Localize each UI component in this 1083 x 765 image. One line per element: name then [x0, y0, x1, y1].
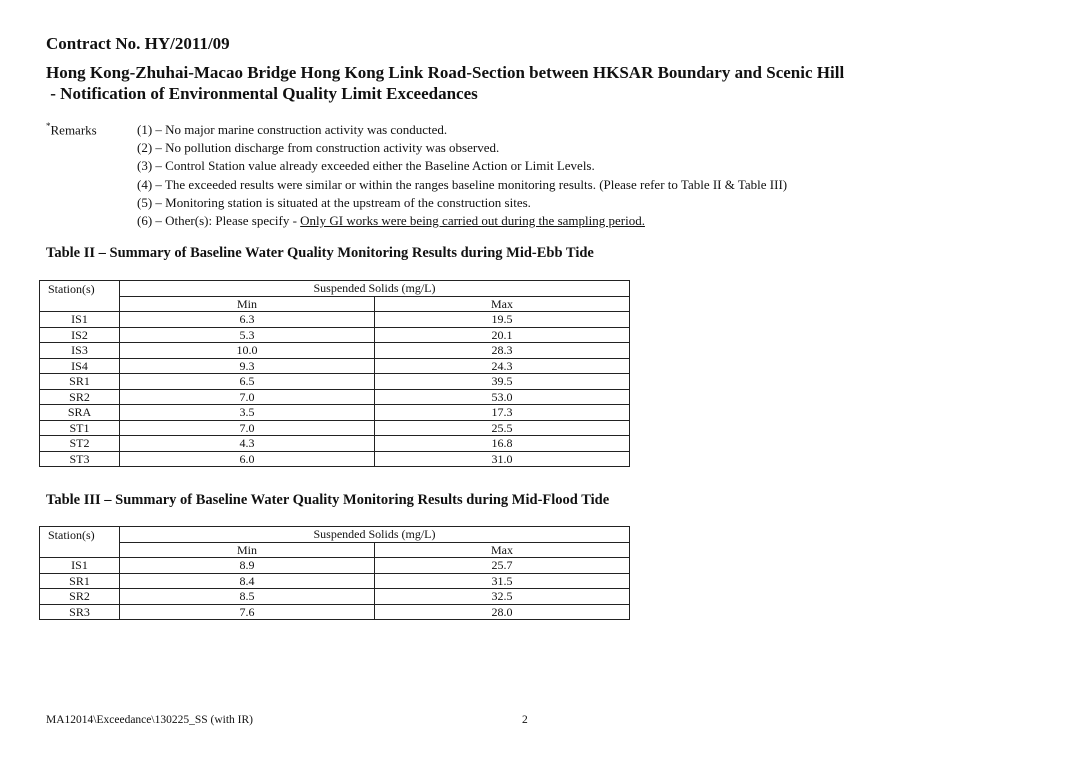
min-cell: 5.3 [120, 327, 375, 343]
max-cell: 16.8 [375, 436, 630, 452]
min-cell: 10.0 [120, 343, 375, 359]
table-row [40, 405, 630, 421]
min-cell: 8.9 [120, 558, 375, 574]
max-cell: 25.5 [375, 420, 630, 436]
column-header-station: Station(s) [40, 527, 120, 543]
table-subheader-row [40, 542, 630, 558]
table-header-row [40, 281, 630, 297]
min-cell: 6.3 [120, 312, 375, 328]
table-row [40, 589, 630, 605]
station-cell: ST3 [40, 451, 120, 467]
station-cell: SR3 [40, 604, 120, 620]
table-row [40, 604, 630, 620]
table-row [40, 389, 630, 405]
station-cell: IS1 [40, 558, 120, 574]
min-cell: 6.0 [120, 451, 375, 467]
table-row [40, 327, 630, 343]
remarks-list [137, 121, 787, 230]
table-row [40, 451, 630, 467]
column-header-max: Max [375, 542, 630, 558]
max-cell: 31.5 [375, 573, 630, 589]
min-cell: 8.5 [120, 589, 375, 605]
column-header-min: Min [120, 542, 375, 558]
table-row [40, 436, 630, 452]
remark-item: (1) – No major marine construction activity was conducted. [137, 122, 448, 137]
footer-file-path: MA12014\Exceedance\130225_SS (with IR) [46, 714, 253, 726]
remark-item: (6) – Other(s): Please specify - Only GI works were being carried out during the sampling period. [137, 213, 645, 229]
table3 [39, 526, 630, 620]
max-cell: 53.0 [375, 389, 630, 405]
max-cell: 28.0 [375, 604, 630, 620]
table-header-row [40, 527, 630, 543]
remarks-label: *Remarks [46, 121, 97, 138]
table-row [40, 573, 630, 589]
station-cell: IS1 [40, 312, 120, 328]
remark-item: (3) – Control Station value already exceeded either the Baseline Action or Limit Levels. [137, 158, 595, 174]
remark-specified-text: Only GI works were being carried out during the sampling period. [300, 213, 645, 229]
max-cell: 17.3 [375, 405, 630, 421]
max-cell: 32.5 [375, 589, 630, 605]
min-cell: 6.5 [120, 374, 375, 390]
remark-item: (4) – The exceeded results were similar or within the ranges baseline monitoring results. (Please refer to Table II & Table III) [137, 176, 788, 192]
page-number: 2 [522, 714, 528, 726]
station-cell: SR1 [40, 573, 120, 589]
max-cell: 19.5 [375, 312, 630, 328]
contract-number: Contract No. HY/2011/09 [46, 34, 230, 53]
station-cell: IS4 [40, 358, 120, 374]
max-cell: 28.3 [375, 343, 630, 359]
table-row [40, 312, 630, 328]
station-cell: IS2 [40, 327, 120, 343]
min-cell: 4.3 [120, 436, 375, 452]
column-header-max: Max [375, 296, 630, 312]
min-cell: 7.6 [120, 604, 375, 620]
column-header-station: Station(s) [40, 281, 120, 297]
table-row [40, 420, 630, 436]
max-cell: 31.0 [375, 451, 630, 467]
min-cell: 7.0 [120, 389, 375, 405]
min-cell: 7.0 [120, 420, 375, 436]
column-header-group: Suspended Solids (mg/L) [120, 527, 630, 543]
table3-caption: Table III – Summary of Baseline Water Quality Monitoring Results during Mid-Flood Tide [46, 492, 610, 508]
table-row [40, 558, 630, 574]
station-cell: SR1 [40, 374, 120, 390]
table-subheader-row [40, 296, 630, 312]
title-line-2: - Notification of Environmental Quality Limit Exceedances [46, 84, 478, 103]
station-cell: ST1 [40, 420, 120, 436]
column-header-min: Min [120, 296, 375, 312]
column-header-group: Suspended Solids (mg/L) [120, 281, 630, 297]
max-cell: 20.1 [375, 327, 630, 343]
remarks-asterisk: * [46, 121, 51, 131]
station-cell: ST2 [40, 436, 120, 452]
max-cell: 39.5 [375, 374, 630, 390]
max-cell: 25.7 [375, 558, 630, 574]
remark-item: (5) – Monitoring station is situated at the upstream of the construction sites. [137, 194, 531, 210]
max-cell: 24.3 [375, 358, 630, 374]
min-cell: 9.3 [120, 358, 375, 374]
min-cell: 3.5 [120, 405, 375, 421]
table2 [39, 280, 630, 467]
station-cell: IS3 [40, 343, 120, 359]
table-row [40, 343, 630, 359]
document-title [46, 62, 844, 104]
station-cell: SRA [40, 405, 120, 421]
min-cell: 8.4 [120, 573, 375, 589]
table-row [40, 358, 630, 374]
table-row [40, 374, 630, 390]
title-line-1: Hong Kong-Zhuhai-Macao Bridge Hong Kong Link Road-Section between HKSAR Boundary and Scenic Hill [46, 63, 845, 82]
station-cell: SR2 [40, 389, 120, 405]
remark-item: (2) – No pollution discharge from construction activity was observed. [137, 140, 500, 156]
table2-caption: Table II – Summary of Baseline Water Quality Monitoring Results during Mid-Ebb Tide [46, 245, 594, 261]
station-cell: SR2 [40, 589, 120, 605]
